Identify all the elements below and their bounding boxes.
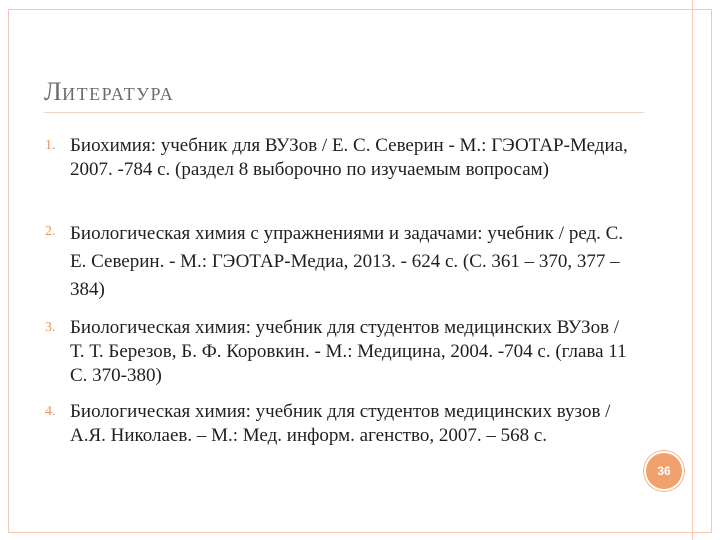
reference-text: Биологическая химия: учебник для студентов медицинских ВУЗов / Т. Т. Березов, Б. Ф. Коровкин. - М.: Медицина, 2004. -704 с. (глава 11 С. 370-380) [70, 317, 627, 386]
reference-number: 3. [45, 320, 56, 335]
reference-text: Биологическая химия: учебник для студентов медицинских вузов / А.Я. Николаев. – М.: Мед. информ. агенство, 2007. – 568 с. [70, 401, 611, 446]
title-underline [44, 112, 644, 113]
page-number-badge: 36 [644, 451, 684, 491]
slide-title-initial: Л [44, 77, 63, 106]
reference-number: 2. [45, 224, 56, 239]
reference-number: 1. [45, 138, 56, 153]
reference-number: 4. [45, 404, 56, 419]
reference-text: Биохимия: учебник для ВУЗов / Е. С. Северин - М.: ГЭОТАР-Медиа, 2007. -784 с. (раздел 8 выборочно по изучаемым вопросам) [70, 135, 628, 180]
decorative-vertical-rule [692, 0, 693, 540]
slide-title-rest: ИТЕРАТУРА [62, 84, 175, 104]
reference-text: Биологическая химия с упражнениями и задачами: учебник / ред. С. Е. Северин. - М.: ГЭОТАР-Медиа, 2013. - 624 с. (С. 361 – 370, 377 – 384) [70, 223, 624, 300]
slide-title [44, 79, 174, 105]
